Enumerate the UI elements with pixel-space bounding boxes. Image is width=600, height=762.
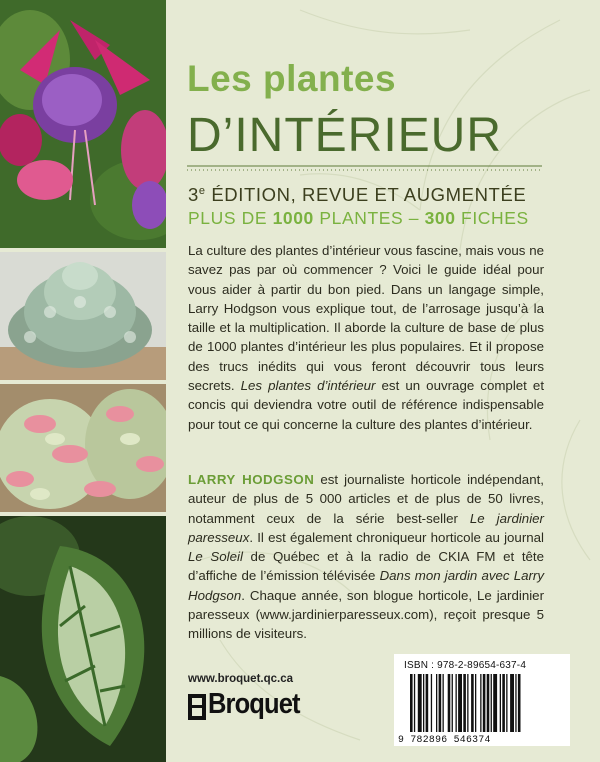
plant-photo-column — [0, 0, 166, 762]
barcode-digits: 9 782896 546374 — [398, 734, 491, 745]
title-line-2: D’INTÉRIEUR — [187, 109, 503, 162]
publisher-url: www.broquet.qc.ca — [188, 673, 294, 685]
fuchsia-photo — [0, 0, 166, 248]
begonia-leaf-photo — [0, 516, 166, 762]
author-name: LARRY HODGSON — [188, 472, 315, 487]
isbn-label: ISBN : 978-2-89654-637-4 — [404, 660, 527, 671]
book-description: La culture des plantes d’intérieur vous fascine, mais vous ne savez pas par où commencer ? Voici le guide idéal pour vous aider à partir du bon pied. Dans un langage simple, Larry Hodgson vous explique tout, de l’arrosage jusqu’à la taille et la multiplication. Il aborde la culture de base de plus de 1000 plantes d’intérieur les plus populaires. Et il propose des trucs inédits qui vous feront découvrir tous leurs secrets. Les plantes d’intérieur est un ouvrage complet et concis qui deviendra votre outil de référence indispensable pour tout ce qui concerne la culture des plantes d’intérieur. — [188, 243, 545, 432]
broquet-logo-icon — [188, 694, 206, 720]
succulent-photo — [0, 252, 166, 380]
decorative-rule — [187, 163, 542, 173]
edition-line: 3e ÉDITION, REVUE ET AUGMENTÉE — [188, 184, 527, 205]
crassula-photo — [0, 384, 166, 512]
publisher-name: Broquet — [208, 688, 300, 720]
plant-count-line: PLUS DE 1000 PLANTES – 300 FICHES — [188, 208, 529, 228]
author-bio: LARRY HODGSON est journaliste horticole indépendant, auteur de plus de 5 000 articles et de plus de 50 livres, notamment ceux de la série best-seller Le jardinier paresseux. Il est également chroniqueur horticole au journal Le Soleil de Québec et à la radio de CKIA FM et tête d’affiche de l’émission télévisée Dans mon jardin avec Larry Hodgson. Chaque année, son blogue horticole, Le jardinier paresseux (www.jardinierparesseux.com), reçoit presque 5 millions de visiteurs. — [188, 472, 544, 642]
title-line-1: Les plantes — [187, 58, 397, 99]
barcode — [410, 674, 562, 732]
